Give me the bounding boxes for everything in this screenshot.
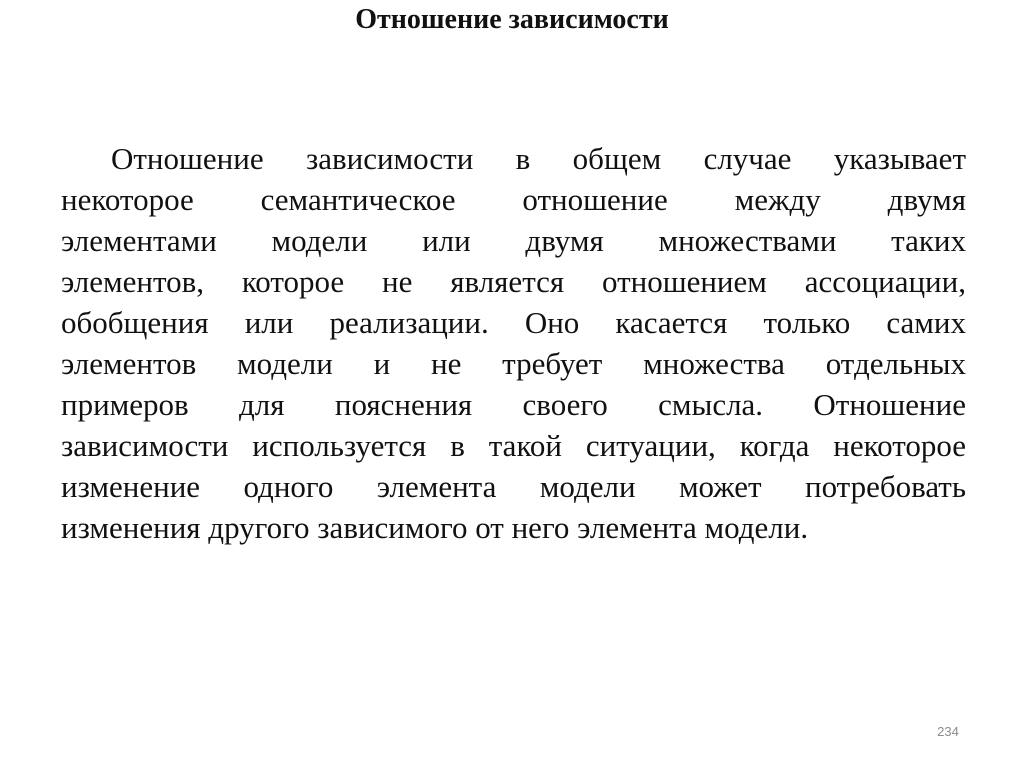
slide-title: Отношение зависимости <box>355 4 669 35</box>
body-line: Отношение зависимости в общем случае указывает <box>111 141 966 176</box>
body-paragraph <box>61 138 966 548</box>
body-line: изменение одного элемента модели может потребовать <box>61 469 966 504</box>
body-line: некоторое семантическое отношение между двумя <box>61 182 966 217</box>
body-line: изменения другого зависимого от него элемента модели. <box>61 510 809 545</box>
body-line: элементов, которое не является отношением ассоциации, <box>61 264 966 299</box>
body-line: зависимости используется в такой ситуации, когда некоторое <box>61 428 966 463</box>
body-line: примеров для пояснения своего смысла. Отношение <box>61 387 966 422</box>
page-number: 234 <box>937 724 959 739</box>
body-line: обобщения или реализации. Оно касается только самих <box>61 305 966 340</box>
body-line: элементов модели и не требует множества отдельных <box>61 346 966 381</box>
body-line: элементами модели или двумя множествами таких <box>61 223 966 258</box>
